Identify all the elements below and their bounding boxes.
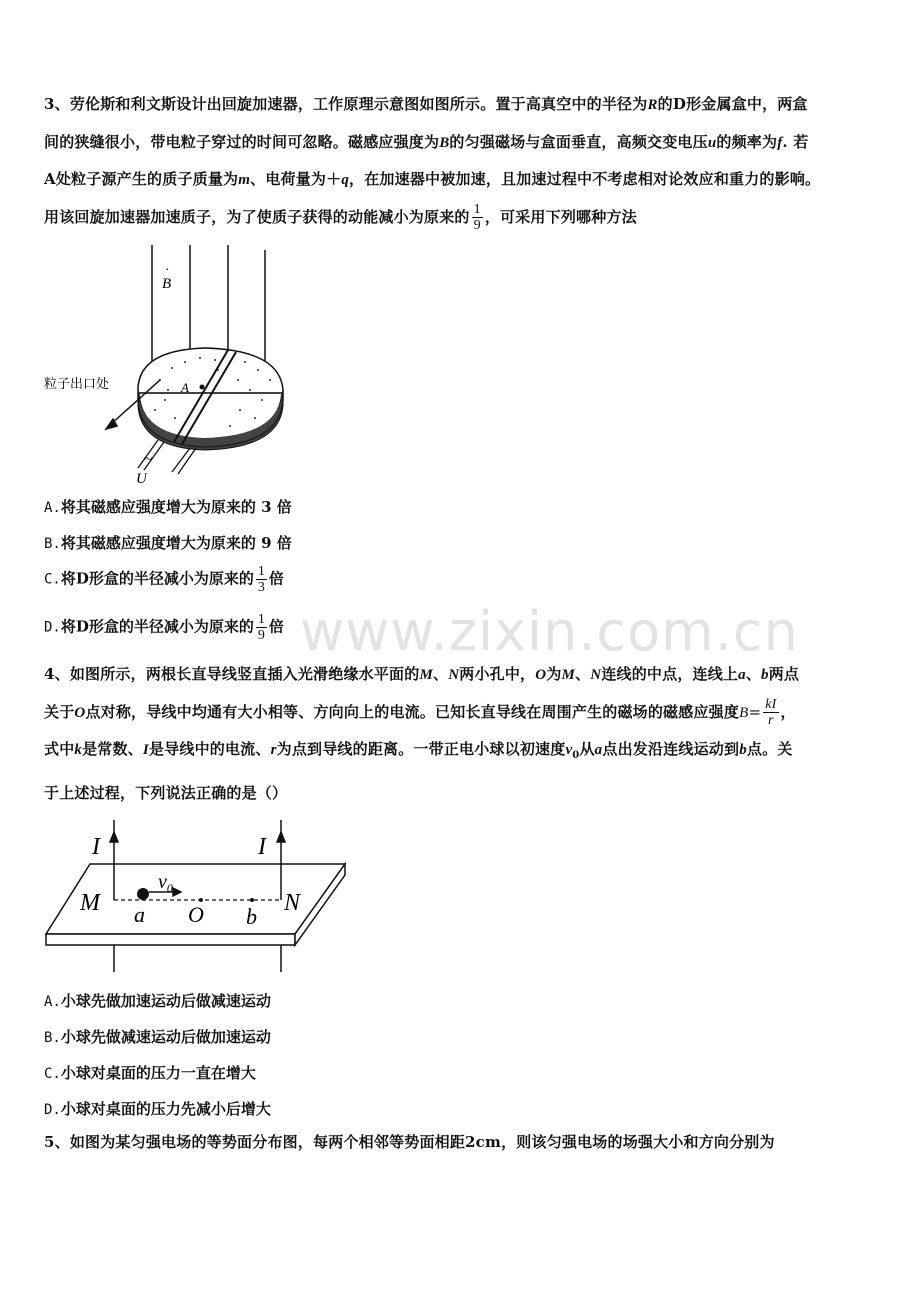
q3-option-d[interactable]: D.将D形盒的半径减小为原来的 $\frac{1}{9}$ 倍 [44, 612, 284, 643]
field-dot: · [165, 263, 170, 278]
label-a: a [134, 902, 145, 927]
fraction-kI-over-r: $\frac{kI}{r}$ [765, 697, 777, 728]
label-O: O [188, 902, 204, 927]
q4-option-d[interactable]: D.小球对桌面的压力先减小后增大 [44, 1100, 271, 1118]
q3-line-1: 3、劳伦斯和利文斯设计出回旋加速器，工作原理示意图如图所示。置于高真空中的半径为R的D形金属盒中，两盒 [44, 95, 808, 113]
question-5-stem: 5、如图为某匀强电场的等势面分布图，每两个相邻等势面相距2cm，则该匀强电场的场强大小和方向分别为 [44, 1133, 775, 1151]
label-N: N [284, 890, 301, 916]
q4-option-b[interactable]: B.小球先做减速运动后做加速运动 [44, 1028, 271, 1046]
current-label-left: I [92, 834, 100, 860]
field-label-B: B [162, 276, 172, 292]
charged-ball [137, 888, 149, 900]
q4-line-4: 于上述过程，下列说法正确的是（） [44, 783, 288, 802]
q4-line-3: 式中k是常数、I是导线中的电流、r为点到导线的距离。一带正电小球以初速度$v_0$从a点出发沿连线运动到b点。关 [44, 740, 793, 761]
q3-option-a[interactable]: A.将其磁感应强度增大为原来的 3 倍 [44, 498, 292, 516]
q4-line-1: 4、如图所示，两根长直导线竖直插入光滑绝缘水平面的M、N两小孔中，O为M、N连线的中点，连线上a、b两点 [44, 665, 800, 683]
watermark: www.zixin.com.cn [300, 600, 799, 663]
q3-line-4: 用该回旋加速器加速质子，为了使质子获得的动能减小为原来的 $\frac{1}{9}$ ，可采用下列哪种方法 [44, 202, 637, 233]
current-label-right: I [258, 834, 266, 860]
ac-symbol: ~ [144, 451, 153, 468]
d-shaped-boxes [138, 348, 283, 450]
fraction-one-ninth: $\frac{1}{9}$ [473, 202, 481, 233]
q4-option-a[interactable]: A.小球先做加速运动后做减速运动 [44, 992, 271, 1010]
voltage-label-U: U [136, 471, 147, 487]
q3-option-b[interactable]: B.将其磁感应强度增大为原来的 9 倍 [44, 534, 292, 552]
q3-option-c[interactable]: C.将D形盒的半径减小为原来的 $\frac{1}{3}$ 倍 [44, 564, 284, 595]
q3-line-2: 间的狭缝很小，带电粒子穿过的时间可忽略。磁感应强度为B的匀强磁场与盒面垂直，高频交变电压u的频率为f. 若 [44, 132, 809, 151]
exit-label: 粒子出口处 [44, 376, 110, 391]
wires-table-figure [40, 812, 360, 977]
label-M: M [80, 890, 100, 916]
q4-option-c[interactable]: C.小球对桌面的压力一直在增大 [44, 1064, 256, 1082]
fraction-one-ninth-option: $\frac{1}{9}$ [257, 612, 265, 643]
velocity-label: $v_0$ [158, 871, 173, 895]
cyclotron-figure [40, 240, 300, 490]
label-b: b [246, 904, 257, 929]
point-b-dot [250, 898, 254, 902]
question-3-stem [44, 86, 880, 235]
q3-line-3: A处粒子源产生的质子质量为m、电荷量为＋q，在加速器中被加速，且加速过程中不考虑相对论效应和重力的影响。 [44, 170, 821, 188]
fraction-one-third: $\frac{1}{3}$ [257, 564, 265, 595]
question-4-stem [44, 656, 880, 811]
q4-line-2: 关于O点对称，导线中均通有大小相等、方向向上的电流。已知长直导线在周围产生的磁场的磁感应强度B= $\frac{kI}{r}$ ， [44, 697, 796, 728]
source-label-A: A [181, 380, 189, 395]
